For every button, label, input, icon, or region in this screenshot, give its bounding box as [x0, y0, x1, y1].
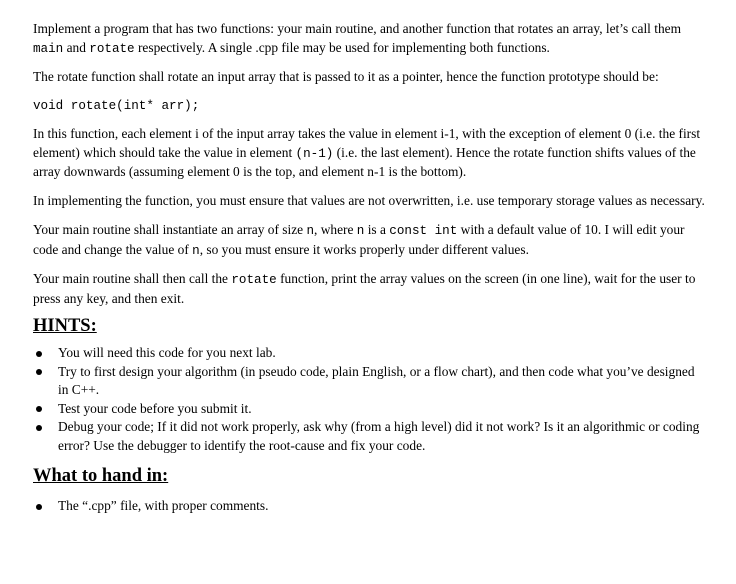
main-routine-text: , where: [314, 222, 357, 237]
hint-item: Try to first design your algorithm (in pseudo code, plain English, or a flow chart), and then code what you’ve designed in C++.: [33, 363, 708, 400]
hints-list: [33, 344, 708, 455]
hand-in-heading: What to hand in:: [33, 466, 169, 486]
description-text: (i.e. the last element). Hence the rotate function shifts values of the array downwards (assuming element 0 is the top, and element n-1 is the bottom).: [33, 144, 696, 179]
n-code-term: n: [192, 243, 200, 258]
n-code-term: n: [306, 224, 315, 238]
n-code-term: n: [356, 224, 365, 238]
main-routine-text: , so you must ensure it works properly under different values.: [199, 241, 529, 257]
hint-item: You will need this code for you next lab.: [33, 344, 708, 363]
main-code-term: main: [33, 41, 64, 56]
intro-text: Implement a program that has two functions: your main routine, and another function that rotates an array, let’s call them: [33, 21, 682, 36]
prototype-code: void rotate(int* arr);: [33, 98, 200, 113]
hints-heading: HINTS:: [33, 316, 97, 336]
prototype-intro-paragraph: The rotate function shall rotate an input array that is passed to it as a pointer, hence the function prototype should be:: [33, 69, 659, 84]
main-call-paragraph: [33, 270, 708, 308]
intro-paragraph: [33, 0, 708, 58]
main-routine-paragraph: [33, 221, 708, 260]
main-routine-text: Your main routine shall instantiate an array of size: [33, 222, 307, 237]
main-routine-text: with a default value of 10. I will edit your code and change the value of: [33, 222, 685, 257]
description-paragraph: [33, 125, 708, 182]
intro-text: and: [63, 39, 90, 55]
description-text: In this function, each element i of the input array takes the value in element i-1, with the exception of element 0 (i.e. the first element) which should take the value in element: [33, 126, 701, 160]
n-minus-1-code-term: (n-1): [295, 146, 334, 161]
rotate-code-term: rotate: [231, 273, 277, 287]
hint-item: Debug your code; If it did not work properly, ask why (from a high level) did it not work? Is it an algorithmic or coding error? Use the debugger to identify the root-cause and fix your code.: [33, 418, 708, 455]
intro-text: respectively. A single .cpp file may be used for implementing both functions.: [134, 39, 550, 55]
main-routine-text: is a: [364, 222, 390, 237]
main-call-text: Your main routine shall then call the: [33, 271, 232, 286]
rotate-code-term: rotate: [89, 41, 135, 56]
hint-item: Test your code before you submit it.: [33, 400, 708, 419]
main-call-text: function, print the array values on the screen (in one line), wait for the user to press any key, and then exit.: [33, 271, 696, 306]
hand-in-list: [33, 497, 708, 516]
temp-storage-paragraph: In implementing the function, you must ensure that values are not overwritten, i.e. use temporary storage values as necessary.: [33, 192, 705, 208]
const-int-code-term: const int: [389, 224, 458, 238]
hand-in-item: The “.cpp” file, with proper comments.: [33, 497, 708, 516]
